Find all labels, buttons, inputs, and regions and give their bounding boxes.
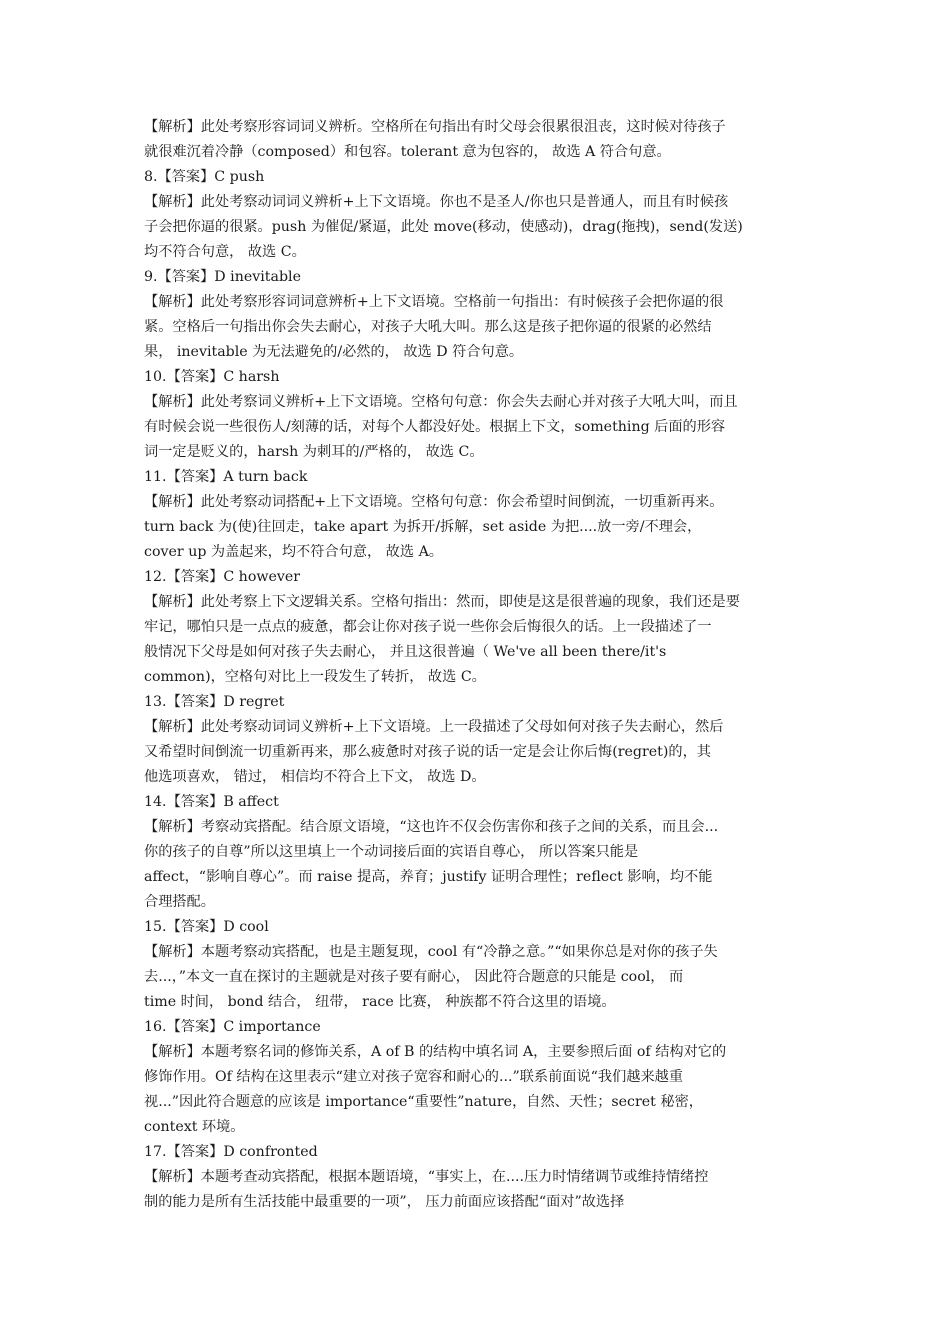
text-line: 【解析】此处考察形容词词意辨析+上下文语境。空格前一句指出：有时候孩子会把你逼的很 — [144, 294, 724, 310]
text-line: turn back 为(使)往回走，take apart 为拆开/拆解，set aside 为把....放一旁/不理会， — [144, 519, 702, 535]
text-line: common)，空格句对比上一段发生了转折， 故选 C。 — [144, 669, 486, 685]
paragraph — [144, 190, 814, 265]
text-line: 就很难沉着冷静（composed）和包容。tolerant 意为包容的， 故选 A 符合句意。 — [144, 144, 671, 160]
text-line: 【解析】此处考察上下文逻辑关系。空格句指出：然而，即使是这是很普遍的现象，我们还是要 — [144, 594, 740, 610]
text-line: 般情况下父母是如何对孩子失去耐心， 并且这很普遍（ We've all been there/it's — [144, 644, 667, 660]
paragraph — [144, 490, 814, 565]
text-line: 有时候会说一些很伤人/刻薄的话，对每个人都没好处。根据上下文，something 后面的形容 — [144, 419, 726, 435]
paragraph — [144, 590, 814, 690]
text-line: 15.【答案】D cool — [144, 919, 269, 935]
paragraph — [144, 115, 814, 165]
text-line: 紧。空格后一句指出你会失去耐心，对孩子大吼大叫。那么这是孩子把你逼的很紧的必然结 — [144, 319, 712, 335]
paragraph — [144, 1165, 814, 1215]
text-line: 去...，”本文一直在探讨的主题就是对孩子要有耐心， 因此符合题意的只能是 cool， 而 — [144, 969, 684, 985]
text-line: 8.【答案】C push — [144, 169, 265, 185]
text-line: cover up 为盖起来，均不符合句意， 故选 A。 — [144, 544, 443, 560]
text-line: 你的孩子的自尊”所以这里填上一个动词接后面的宾语自尊心， 所以答案只能是 — [144, 844, 639, 860]
text-line: 10.【答案】C harsh — [144, 369, 280, 385]
paragraph — [144, 1040, 814, 1140]
paragraph — [144, 1015, 814, 1040]
paragraph — [144, 165, 814, 190]
paragraph — [144, 715, 814, 790]
text-line: 【解析】此处考察动词词义辨析+上下文语境。你也不是圣人/你也只是普通人，而且有时候孩 — [144, 194, 729, 210]
paragraph — [144, 565, 814, 590]
text-line: 12.【答案】C however — [144, 569, 301, 585]
text-line: 【解析】本题考查动宾搭配，根据本题语境，“事实上，在....压力时情绪调节或维持情绪控 — [144, 1169, 709, 1185]
text-line: 【解析】本题考察动宾搭配，也是主题复现，cool 有“冷静之意。”“如果你总是对你的孩子失 — [144, 944, 718, 960]
paragraph — [144, 465, 814, 490]
text-line: 【解析】此处考察词义辨析+上下文语境。空格句句意：你会失去耐心并对孩子大吼大叫，而且 — [144, 394, 738, 410]
text-line: 【解析】此处考察动词词义辨析+上下文语境。上一段描述了父母如何对孩子失去耐心，然后 — [144, 719, 724, 735]
paragraph — [144, 390, 814, 465]
text-line: 【解析】本题考察名词的修饰关系，A of B 的结构中填名词 A，主要参照后面 of 结构对它的 — [144, 1044, 727, 1060]
text-line: 合理搭配。 — [144, 894, 215, 910]
paragraph — [144, 690, 814, 715]
text-line: 16.【答案】C importance — [144, 1019, 321, 1035]
paragraph — [144, 915, 814, 940]
paragraph — [144, 940, 814, 1015]
text-line: 11.【答案】A turn back — [144, 469, 308, 485]
text-line: 果， inevitable 为无法避免的/必然的， 故选 D 符合句意。 — [144, 344, 524, 360]
paragraph — [144, 1140, 814, 1165]
text-line: 他选项喜欢， 错过， 相信均不符合上下文， 故选 D。 — [144, 769, 486, 785]
text-line: 【解析】此处考察动词搭配+上下文语境。空格句句意：你会希望时间倒流，一切重新再来。 — [144, 494, 724, 510]
text-line: 13.【答案】D regret — [144, 694, 285, 710]
text-line: 修饰作用。Of 结构在这里表示“建立对孩子宽容和耐心的...”联系前面说“我们越来越重 — [144, 1069, 684, 1085]
text-line: 17.【答案】D confronted — [144, 1144, 318, 1160]
text-line: 词一定是贬义的，harsh 为刺耳的/严格的， 故选 C。 — [144, 444, 484, 460]
document-body — [144, 115, 814, 1215]
text-line: 制的能力是所有生活技能中最重要的一项”， 压力前面应该搭配“面对”故选择 — [144, 1194, 625, 1210]
text-line: 9.【答案】D inevitable — [144, 269, 301, 285]
text-line: affect，“影响自尊心”。而 raise 提高，养育；justify 证明合理性；reflect 影响，均不能 — [144, 869, 713, 885]
text-line: 【解析】考察动宾搭配。结合原文语境，“这也许不仅会伤害你和孩子之间的关系，而且会... — [144, 819, 719, 835]
text-line: 牢记，哪怕只是一点点的疲惫，都会让你对孩子说一些你会后悔很久的话。上一段描述了一 — [144, 619, 712, 635]
paragraph — [144, 365, 814, 390]
paragraph — [144, 790, 814, 815]
paragraph — [144, 815, 814, 915]
text-line: 均不符合句意， 故选 C。 — [144, 244, 306, 260]
text-line: context 环境。 — [144, 1119, 245, 1135]
text-line: 【解析】此处考察形容词词义辨析。空格所在句指出有时父母会很累很沮丧，这时候对待孩子 — [144, 119, 726, 135]
text-line: 又希望时间倒流一切重新再来，那么疲惫时对孩子说的话一定是会让你后悔(regret)的，其 — [144, 744, 711, 760]
text-line: 子会把你逼的很紧。push 为催促/紧逼，此处 move(移动，使感动)，drag(拖拽)，send(发送) — [144, 219, 743, 235]
text-line: 视...”因此符合题意的应该是 importance“重要性”nature，自然、天性；secret 秘密， — [144, 1094, 703, 1110]
text-line: 14.【答案】B affect — [144, 794, 279, 810]
paragraph — [144, 290, 814, 365]
text-line: time 时间， bond 结合， 纽带， race 比赛， 种族都不符合这里的语境。 — [144, 994, 616, 1010]
paragraph — [144, 265, 814, 290]
